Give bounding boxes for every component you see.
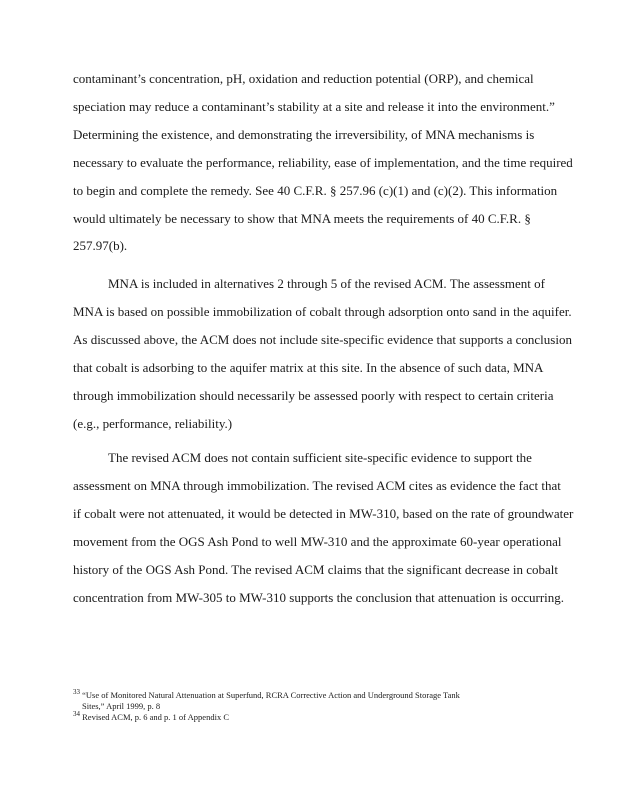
footnote-33-continuation: Sites,” April 1999, p. 8: [82, 701, 161, 711]
text-line: assessment on MNA through immobilization. The revised ACM cites as evidence the fact that: [73, 477, 561, 493]
text-line: MNA is included in alternatives 2 through 5 of the revised ACM. The assessment of: [108, 276, 545, 291]
text-line: that cobalt is adsorbing to the aquifer matrix at this site. In the absence of such data, MNA: [73, 359, 544, 375]
text-line: 257.97(b).: [73, 238, 128, 254]
footnote-33: [73, 690, 603, 701]
footnote-marker: 33: [73, 688, 80, 697]
footnote-text: “Use of Monitored Natural Attenuation at Superfund, RCRA Corrective Action and Underground Storage Tank: [82, 690, 460, 700]
text-line: (e.g., performance, reliability.): [73, 415, 233, 431]
text-line: would ultimately be necessary to show that MNA meets the requirements of 40 C.F.R. §: [73, 210, 531, 226]
footnote-34: [73, 712, 603, 723]
text-line: MNA is based on possible immobilization of cobalt through adsorption onto sand in the aquifer.: [73, 303, 572, 319]
text-line: As discussed above, the ACM does not include site-specific evidence that supports a conclusion: [73, 331, 572, 347]
footnote-marker: 34: [73, 710, 80, 719]
text-line: history of the OGS Ash Pond. The revised ACM claims that the significant decrease in cobalt: [73, 561, 559, 577]
paragraph-3: [73, 444, 603, 611]
text-line: speciation may reduce a contaminant’s stability at a site and release it into the environment.”: [73, 98, 555, 114]
text-line: concentration from MW-305 to MW-310 supports the conclusion that attenuation is occurring.: [73, 589, 565, 605]
text-line: contaminant’s concentration, pH, oxidation and reduction potential (ORP), and chemical: [73, 71, 534, 86]
text-line: through immobilization should necessarily be assessed poorly with respect to certain criteria: [73, 387, 554, 403]
text-line: The revised ACM does not contain sufficient site-specific evidence to support the: [108, 450, 532, 465]
text-line: necessary to evaluate the performance, reliability, ease of implementation, and the time required: [73, 154, 573, 170]
footnote-text: Revised ACM, p. 6 and p. 1 of Appendix C: [82, 712, 229, 722]
text-line: if cobalt were not attenuated, it would be detected in MW-310, based on the rate of groundwater: [73, 505, 574, 521]
text-line: movement from the OGS Ash Pond to well MW-310 and the approximate 60-year operational: [73, 533, 562, 549]
paragraph-2: [73, 270, 603, 437]
text-line: to begin and complete the remedy. See 40 C.F.R. § 257.96 (c)(1) and (c)(2). This information: [73, 182, 558, 198]
paragraph-1: [73, 65, 603, 260]
text-line: Determining the existence, and demonstrating the irreversibility, of MNA mechanisms is: [73, 126, 535, 142]
footnotes: [73, 690, 603, 723]
